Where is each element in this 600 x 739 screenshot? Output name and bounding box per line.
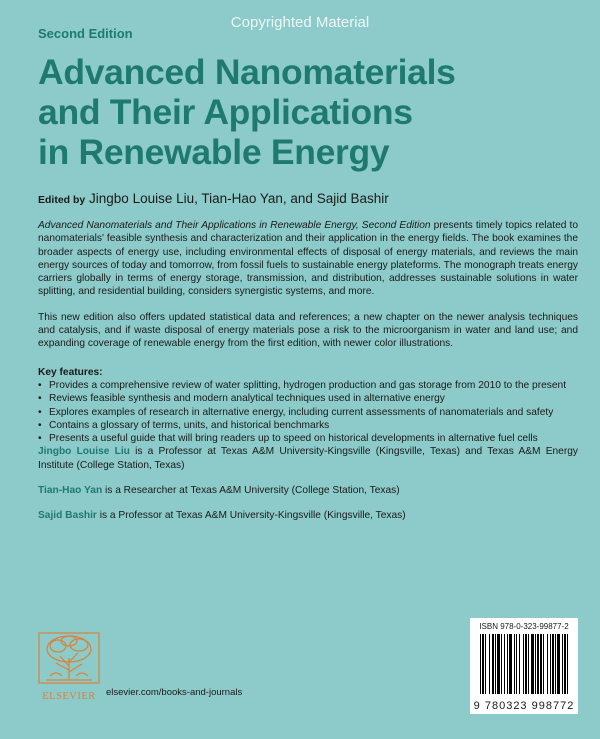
editors-label: Edited by [38, 194, 86, 206]
barcode-bar [516, 634, 517, 694]
barcode-bar [562, 634, 563, 694]
barcode-bar [567, 634, 568, 694]
editors-line [38, 191, 389, 206]
barcode-bar [547, 634, 548, 694]
key-feature-item: • Reviews feasible synthesis and modern analytical techniques used in alternative energy [38, 392, 578, 405]
barcode-bar [528, 634, 529, 694]
isbn-label: ISBN 978-0-323-99877-2 [479, 622, 569, 631]
barcode-bar [495, 634, 496, 694]
barcode-digits: 9 780323 998772 [473, 700, 575, 712]
barcode-panel [470, 618, 578, 714]
barcode-bar [480, 634, 481, 694]
key-feature-item: • Provides a comprehensive review of water splitting, hydrogen production and gas storage from 2010 to the present [38, 379, 578, 392]
barcode-bar [537, 634, 539, 694]
barcode-bar [555, 634, 556, 694]
publisher-url: elsevier.com/books-and-journals [106, 687, 243, 698]
author-name: Tian-Hao Yan [38, 485, 103, 497]
key-features-list [38, 379, 578, 445]
title-line: Advanced Nanomaterials [38, 52, 456, 92]
title-line: in Renewable Energy [38, 132, 390, 172]
barcode-graphic [470, 634, 578, 698]
description-text: presents timely topics related to nanomaterials' feasible synthesis and characterization and their application in the energy fields. The book examines the broader aspects of energy use, including environmental effects of disposal of energy materials, and reviews the main energy sources of today and tomorrow, from fossil fuels to sustainable energy plateforms. The monograph treats energy carriers globally in terms of energy storage, transmission, and distribution, addresses sustainable solutions in water splitting, and residential building, considers synergistic systems, and more. [38, 220, 578, 298]
edition-label: Second Edition [38, 26, 133, 41]
editors-names: Jingbo Louise Liu, Tian-Hao Yan, and Sajid Bashir [89, 191, 389, 206]
title-line: and Their Applications [38, 92, 413, 132]
barcode-bar [557, 634, 560, 694]
key-features-heading: Key features: [38, 366, 103, 378]
description-paragraph [38, 219, 578, 299]
author-bio [38, 484, 578, 497]
key-feature-item: • Presents a useful guide that will bring readers up to speed on historical developments in alternative fuel cells [38, 432, 578, 445]
elsevier-wordmark: ELSEVIER [42, 691, 96, 702]
author-bio [38, 445, 578, 472]
barcode-bar [523, 634, 524, 694]
barcode-bar [492, 634, 494, 694]
tree-icon [38, 632, 100, 684]
barcode-bar [543, 634, 544, 694]
barcode-bar [525, 634, 527, 694]
copyright-watermark: Copyrighted Material [230, 14, 370, 31]
barcode-bar [507, 634, 508, 694]
barcode-bar [540, 634, 542, 694]
barcode-bar [509, 634, 512, 694]
author-bio-text: is a Professor at Texas A&M University-Kingsville (Kingsville, Texas) and Texas A&M Energy Institute (College Station, Texas) [38, 446, 579, 471]
description-book-title: Advanced Nanomaterials and Their Applications in Renewable Energy, Second Edition [38, 220, 431, 231]
elsevier-logo [38, 632, 100, 702]
barcode-bar [531, 634, 534, 694]
author-bio-text: is a Researcher at Texas A&M University (College Station, Texas) [102, 485, 400, 497]
book-title [38, 52, 578, 172]
back-cover-text [38, 219, 578, 523]
author-bio [38, 509, 578, 522]
barcode-bar [482, 634, 484, 694]
barcode-bar [550, 634, 551, 694]
author-name: Jingbo Louise Liu [38, 446, 130, 458]
barcode-bar [514, 634, 515, 694]
barcode-bar [504, 634, 505, 694]
barcode-bar [489, 634, 490, 694]
barcode-bar [535, 634, 536, 694]
key-feature-item: • Contains a glossary of terms, units, and historical benchmarks [38, 419, 578, 432]
author-name: Sajid Bashir [38, 510, 97, 522]
barcode-bar [497, 634, 500, 694]
description-paragraph-2: This new edition also offers updated statistical data and references; a new chapter on the newer analysis techniques and catalysis, and if waste disposal of energy materials pose a risk to the microorganism in water and land use; and expanding coverage of renewable energy from the first edition, with newer color illustrations. [38, 311, 578, 350]
author-bio-text: is a Professor at Texas A&M University-Kingsville (Kingsville, Texas) [96, 510, 406, 522]
barcode-bar [519, 634, 520, 694]
barcode-bar [501, 634, 502, 694]
barcode-bar [552, 634, 554, 694]
barcode-bar [564, 634, 566, 694]
key-feature-item: • Explores examples of research in alternative energy, including current assessments of nanomaterials and safety [38, 406, 578, 419]
barcode-bar [485, 634, 486, 694]
